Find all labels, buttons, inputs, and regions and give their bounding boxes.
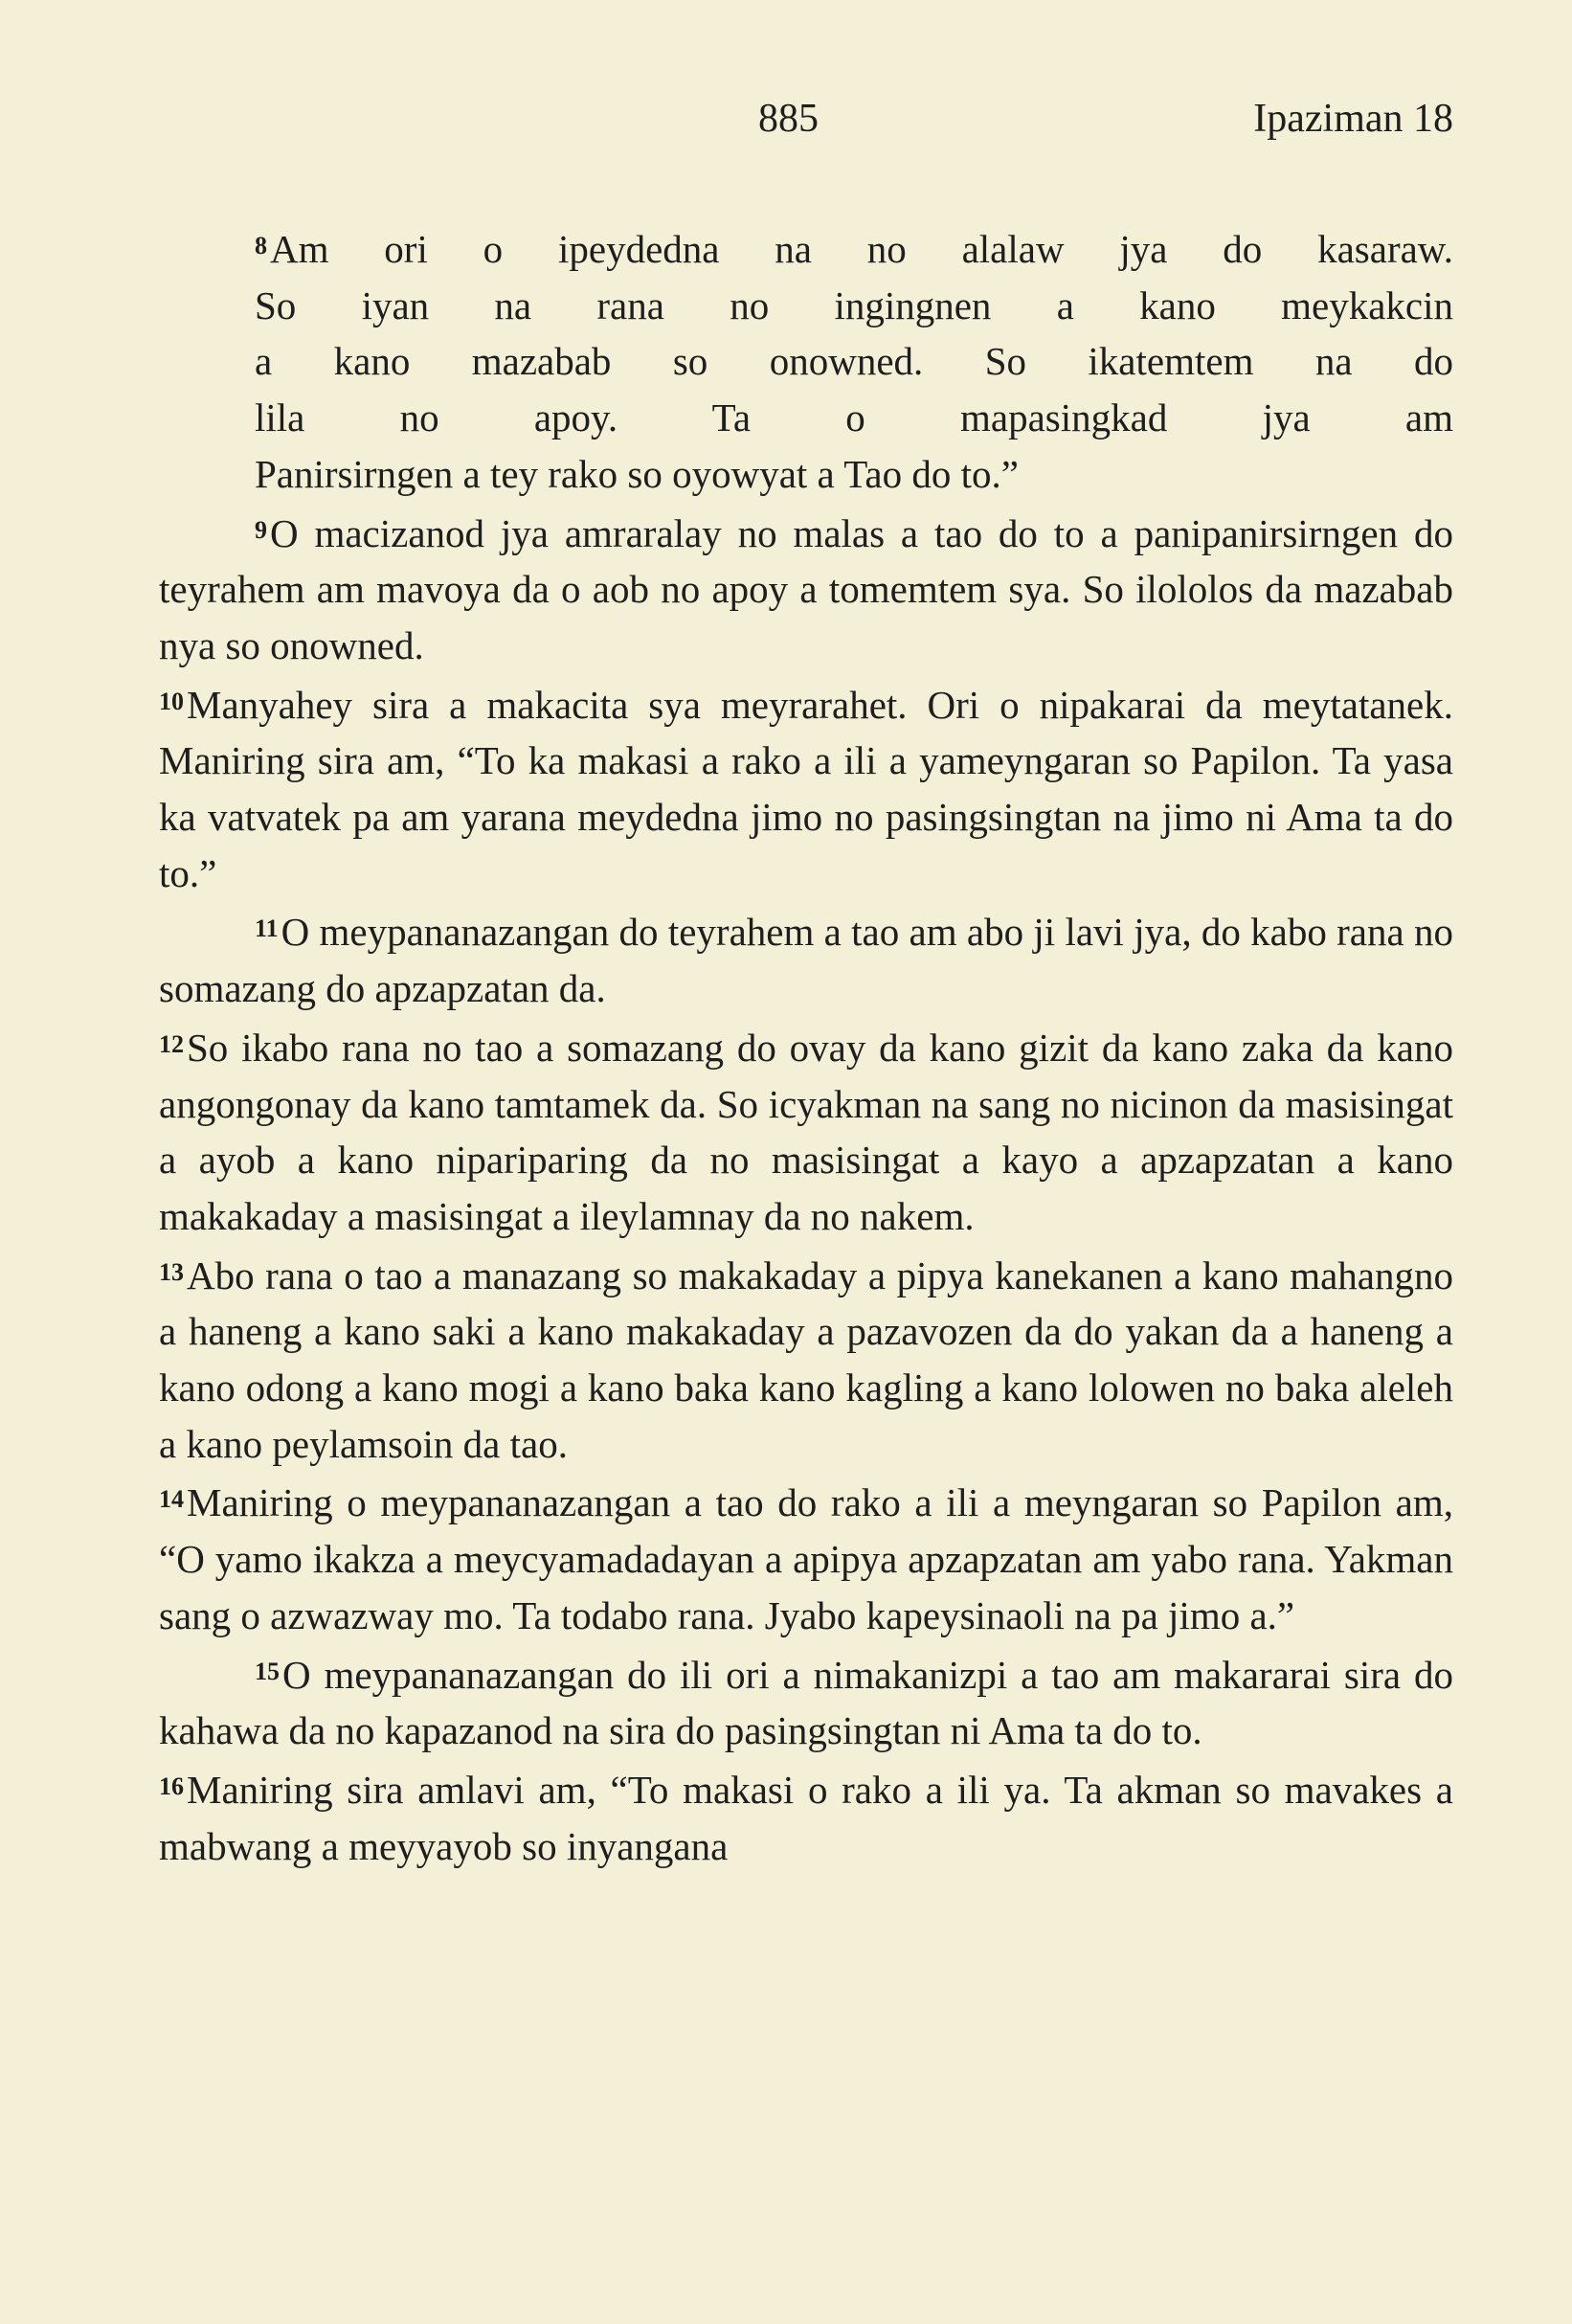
verse-8-poetry xyxy=(255,218,1453,503)
page-header xyxy=(159,96,1453,153)
verse-text: Maniring o meypananazangan a tao do rako a ili a meyngaran so Papilon am, “O yamo ikakza a meycyamadadayan a apipya apzapzatan am yabo rana. Yakman sang o azwazway mo. Ta todabo rana. Jyabo kapeysinaoli na pa jimo a.” xyxy=(159,1480,1453,1637)
verse-text: Abo rana o tao a manazang so makakaday a pipya kanekanen a kano mahangno a haneng a kano saki a kano makakaday a pazavozen da do yakan da a haneng a kano odong a kano mogi a kano baka kano kagling a kano lolowen no baka aleleh a kano peylamsoin da tao. xyxy=(159,1252,1453,1466)
verse-paragraph xyxy=(159,1245,1453,1473)
poetry-line: lila no apoy. Ta o mapasingkad jya am xyxy=(255,395,1453,440)
verse-number: 15 xyxy=(255,1657,280,1685)
running-head: Ipaziman 18 xyxy=(1253,97,1453,141)
verse-text: So ikabo rana no tao a somazang do ovay da kano gizit da kano zaka da kano angongonay da kano tamtamek da. So icyakman na sang no nicinon da masisingat a ayob a kano nipariparing da no masisingat a kayo a apzapzatan a kano makakaday a masisingat a ileylamnay da no nakem. xyxy=(159,1025,1453,1238)
verse-number: 11 xyxy=(255,914,279,943)
verse-paragraph xyxy=(159,901,1453,1016)
verse-number: 8 xyxy=(255,232,267,259)
verse-number: 13 xyxy=(159,1257,184,1286)
verse-text: O meypananazangan do teyrahem a tao am abo ji lavi jya, do kabo rana no somazang do apzapzatan da. xyxy=(159,910,1453,1011)
book-page xyxy=(159,0,1453,2324)
chapter-text xyxy=(159,218,1453,1874)
poetry-line: a kano mazabab so onowned. So ikatemtem na do xyxy=(255,339,1453,384)
verse-paragraph xyxy=(159,503,1453,674)
verse-number: 14 xyxy=(159,1485,184,1514)
verse-paragraph xyxy=(159,1472,1453,1643)
verse-number: 16 xyxy=(159,1771,184,1800)
verse-number: 12 xyxy=(159,1029,184,1058)
verse-text: Manyahey sira a makacita sya meyrarahet. Ori o nipakarai da meytatanek. Maniring sira am, “To ka makasi a rako a ili a yameyngaran so Papilon. Ta yasa ka vatvatek pa am yarana meydedna jimo no pasingsingtan na jimo ni Ama ta do to.” xyxy=(159,682,1453,895)
verse-paragraph xyxy=(159,674,1453,902)
verse-text: Maniring sira amlavi am, “To makasi o rako a ili ya. Ta akman so mavakes a mabwang a meyyayob so inyangana xyxy=(159,1767,1453,1868)
poetry-line: So iyan na rana no ingingnen a kano meykakcin xyxy=(255,282,1453,327)
verse-number: 10 xyxy=(159,687,184,715)
poetry-line: $^8$Am ori o ipeydedna na no alalaw jya do kasaraw. xyxy=(255,227,1453,271)
poetry-line: Panirsirngen a tey rako so oyowyat a Tao do to.” xyxy=(255,451,1019,496)
verse-paragraph xyxy=(159,1644,1453,1759)
verse-text: O macizanod jya amraralay no malas a tao do to a panipanirsirngen do teyrahem am mavoya da o aob no apoy a tomemtem sya. So ilololos da mazabab nya so onowned. xyxy=(159,510,1453,667)
verse-paragraph xyxy=(159,1017,1453,1245)
verse-paragraph xyxy=(159,1759,1453,1874)
verse-number: 9 xyxy=(255,515,267,544)
page-number: 885 xyxy=(758,97,819,141)
verse-text: O meypananazangan do ili ori a nimakanizpi a tao am makararai sira do kahawa da no kapazanod na sira do pasingsingtan ni Ama ta do to. xyxy=(159,1652,1453,1753)
